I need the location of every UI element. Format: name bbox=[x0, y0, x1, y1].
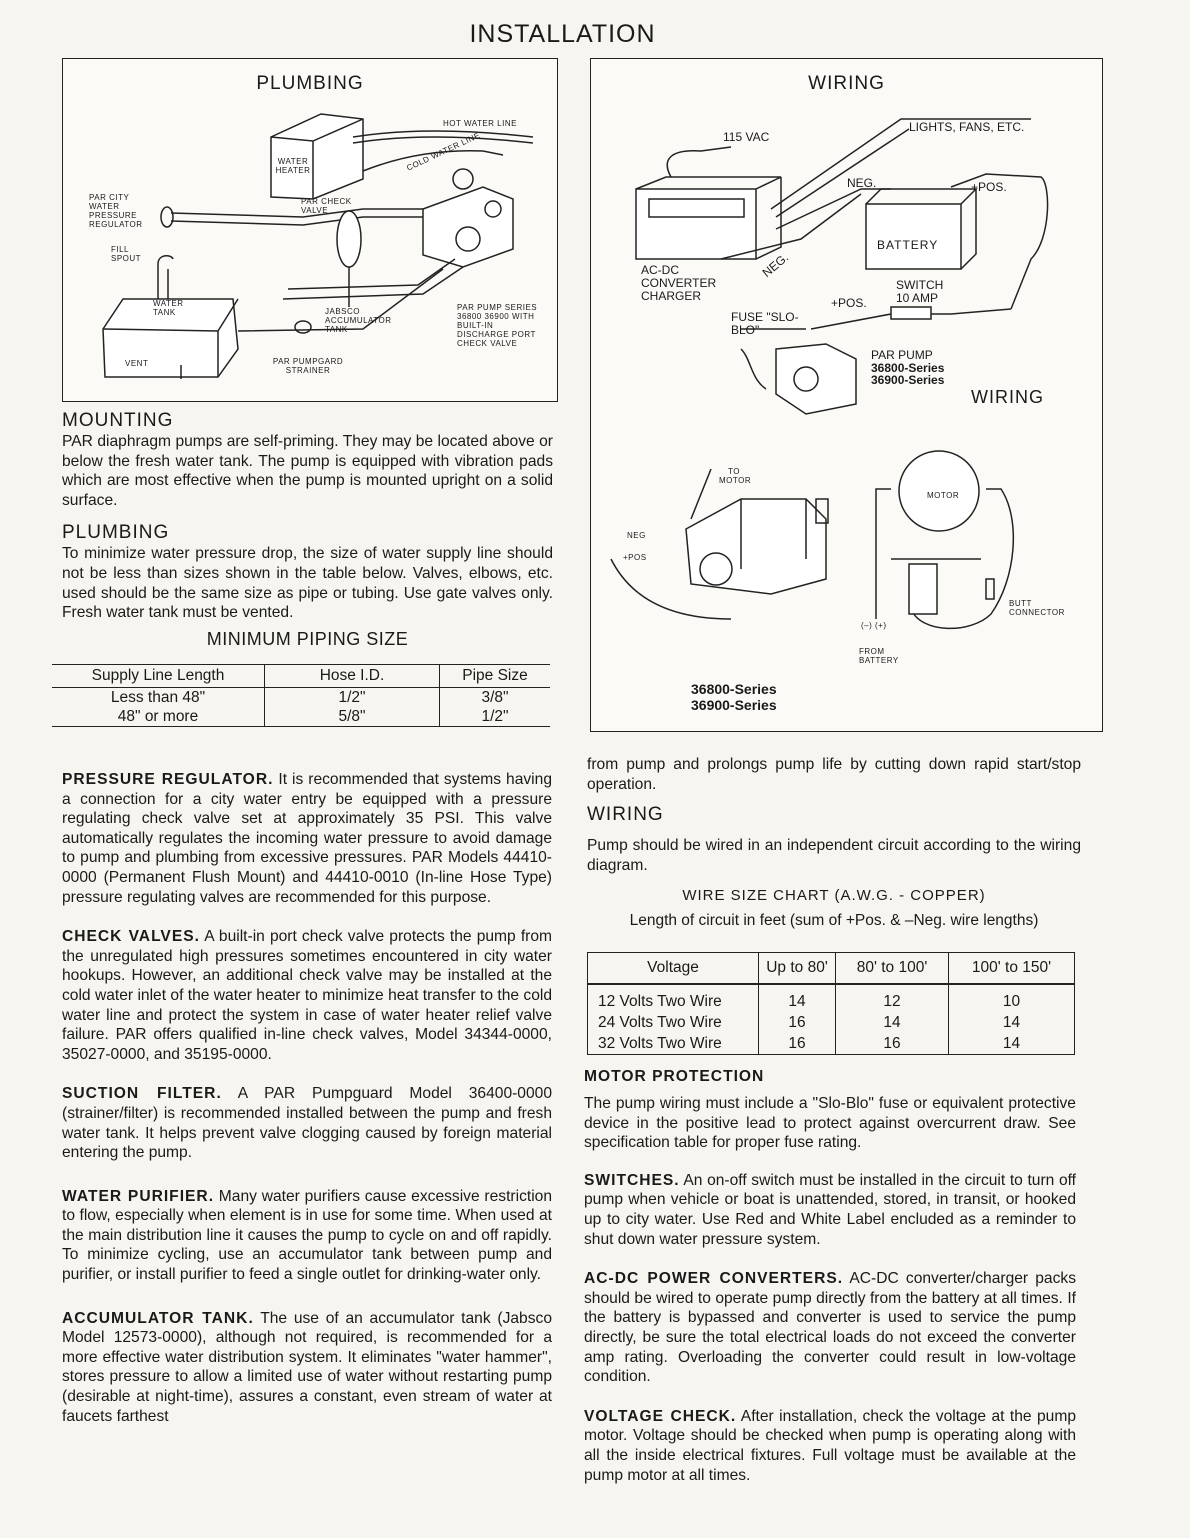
accumulator-shape bbox=[337, 211, 361, 267]
series-caption-b: 36900-Series bbox=[691, 697, 777, 713]
label-115-vac: 115 VAC bbox=[723, 130, 770, 144]
table-row bbox=[52, 688, 550, 708]
suction-filter-lead: SUCTION FILTER. bbox=[62, 1085, 222, 1103]
label-water-heater: WATER HEATER bbox=[275, 157, 311, 175]
table-cell: 1/2" bbox=[440, 707, 551, 727]
pressure-regulator-paragraph bbox=[62, 770, 552, 907]
switches-paragraph bbox=[584, 1171, 1076, 1249]
table-cell: 32 Volts Two Wire bbox=[588, 1033, 759, 1055]
label-switch: SWITCH 10 AMP bbox=[896, 278, 944, 305]
label-check-valve: PAR CHECK VALVE bbox=[301, 197, 352, 215]
accumulator-tank-text: The use of an accumulator tank (Jabsco Model 12573-0000), although not required, is recommended for a more effective water distribution system. It eliminates "water hammer", stores pressure to allow a limited use of water without restarting pump (desirable at night-time), assures a constant, even stream of water at faucets farthest bbox=[62, 1309, 552, 1425]
table-row bbox=[588, 1033, 1075, 1055]
plumbing-diagram bbox=[63, 59, 557, 401]
table-row bbox=[52, 707, 550, 727]
label-converter: AC-DC CONVERTER CHARGER bbox=[641, 263, 717, 303]
plumbing-panel-title: PLUMBING bbox=[256, 73, 364, 94]
accumulator-continuation: from pump and prolongs pump life by cutting down rapid start/stop operation. bbox=[587, 756, 1081, 793]
accumulator-tank-lead: ACCUMULATOR TANK. bbox=[62, 1309, 254, 1327]
label-pos-mid: +POS. bbox=[831, 296, 867, 310]
suction-filter-paragraph bbox=[62, 1084, 552, 1162]
wire-chart-title: WIRE SIZE CHART (A.W.G. - COPPER) bbox=[682, 887, 986, 905]
table-cell: 1/2" bbox=[265, 688, 440, 708]
battery-shape bbox=[866, 204, 961, 269]
table-cell: 12 bbox=[836, 984, 949, 1012]
label-fill-spout: FILL SPOUT bbox=[111, 245, 142, 263]
table-cell: 14 bbox=[949, 1012, 1075, 1033]
table-cell: 14 bbox=[836, 1012, 949, 1033]
label-accumulator: JABSCO ACCUMULATOR TANK bbox=[325, 307, 392, 334]
par-pump-shape bbox=[776, 344, 856, 414]
wiring-text: Pump should be wired in an independent circuit according to the wiring diagram. bbox=[587, 837, 1081, 874]
label-pm: (–) (+) bbox=[861, 621, 887, 630]
table-cell: 48" or more bbox=[117, 707, 199, 725]
voltage-check-lead: VOLTAGE CHECK. bbox=[584, 1407, 737, 1425]
label-butt-connector: BUTT CONNECTOR bbox=[1009, 599, 1065, 617]
switches-text: An on-off switch must be installed in the circuit to turn off pump when vehicle or boat is unattended, stored, in transit, or hooked up to city water. Use Red and White Label encluded as a reminder to shut down water pressure system. bbox=[584, 1171, 1076, 1248]
wire-chart-subtitle: Length of circuit in feet (sum of +Pos. & –Neg. wire lengths) bbox=[629, 912, 1039, 930]
piping-table-title: MINIMUM PIPING SIZE bbox=[206, 628, 409, 649]
pressure-regulator-text: It is recommended that systems having a connection for a city water entry be equipped with a pressure regulating check valve set at approximately 35 PSI. This valve automatically regulates the incoming water pressure to avoid damage to pump and plumbing from excessive pressures. PAR Models 44410-0000 (Permanent Flush Mount) and 44410-0010 (In-line Hose Type) pressure regulating valves are recommended for this purpose. bbox=[62, 771, 552, 906]
label-water-tank: WATER TANK bbox=[153, 299, 184, 317]
strainer-shape bbox=[295, 321, 311, 333]
wire-header-row bbox=[588, 953, 1075, 985]
wiring-panel-subtitle: WIRING bbox=[971, 387, 1044, 407]
ac-dc-converters-paragraph bbox=[584, 1269, 1076, 1387]
piping-header-pipe: Pipe Size bbox=[440, 665, 551, 688]
label-regulator: PAR CITY WATER PRESSURE REGULATOR bbox=[89, 193, 143, 229]
right-column bbox=[587, 755, 1081, 930]
wire-header-100: 80' to 100' bbox=[836, 953, 949, 985]
hot-water-line bbox=[353, 131, 533, 137]
check-valves-lead: CHECK VALVES. bbox=[62, 928, 200, 946]
mounting-heading: MOUNTING bbox=[62, 410, 174, 431]
table-cell: 16 bbox=[836, 1033, 949, 1055]
wire-size-chart bbox=[587, 952, 1075, 1055]
label-pos-small: +POS bbox=[623, 553, 647, 562]
water-purifier-paragraph bbox=[62, 1187, 552, 1285]
voltage-check-paragraph bbox=[584, 1407, 1076, 1485]
label-cold-water-line: COLD WATER LINE bbox=[405, 130, 482, 173]
label-from-battery: FROM BATTERY bbox=[859, 647, 899, 665]
switch-shape bbox=[891, 307, 931, 319]
label-battery: BATTERY bbox=[877, 238, 939, 252]
label-pos-top: +POS. bbox=[971, 180, 1007, 194]
table-cell: 12 Volts Two Wire bbox=[588, 984, 759, 1012]
table-cell: 14 bbox=[949, 1033, 1075, 1055]
pump-detail-shape bbox=[686, 499, 826, 594]
wire-header-80: Up to 80' bbox=[759, 953, 836, 985]
label-fuse: FUSE "SLO-BLO" bbox=[731, 310, 799, 337]
label-to-motor: TO MOTOR bbox=[719, 467, 752, 485]
switches-lead: SWITCHES. bbox=[584, 1171, 680, 1189]
motor-protection-text: The pump wiring must include a "Slo-Blo" fuse or equivalent protective device in the positive lead to protect against overcurrent draw. See specification table for proper fuse rating. bbox=[584, 1095, 1076, 1152]
suction-filter-text: A PAR Pumpguard Model 36400-0000 (strainer/filter) is recommended installed between the pump and fresh water tank. It helps prevent valve clogging caused by foreign material entering the pump. bbox=[62, 1085, 552, 1162]
table-cell: 3/8" bbox=[440, 688, 551, 708]
plumbing-text: To minimize water pressure drop, the size of water supply line should not be less than sizes shown in the table below. Valves, elbows, etc. used should be the same size as pipe or tubing. Use gate valves only. Fresh water tank must be vented. bbox=[62, 545, 553, 622]
table-cell: 14 bbox=[759, 984, 836, 1012]
pressure-regulator-lead: PRESSURE REGULATOR. bbox=[62, 771, 274, 788]
table-row bbox=[588, 1012, 1075, 1033]
ac-dc-converters-lead: AC-DC POWER CONVERTERS. bbox=[584, 1270, 844, 1288]
table-cell: 24 Volts Two Wire bbox=[588, 1012, 759, 1033]
check-valves-paragraph bbox=[62, 927, 552, 1064]
wiring-heading: WIRING bbox=[587, 804, 664, 826]
mounting-text: PAR diaphragm pumps are self-priming. They may be located above or below the fresh water tank. The pump is equipped with vibration pads which are most effective when the pump is mounted upright on a solid surface. bbox=[62, 433, 553, 509]
label-vent: VENT bbox=[125, 359, 149, 368]
wire-header-voltage: Voltage bbox=[588, 953, 759, 985]
table-row bbox=[588, 984, 1075, 1012]
right-lower-sections bbox=[584, 1068, 1076, 1485]
label-hot-water-line: HOT WATER LINE bbox=[443, 119, 517, 128]
label-neg-small: NEG bbox=[627, 531, 646, 540]
table-cell: 16 bbox=[759, 1033, 836, 1055]
check-valves-text: A built-in port check valve protects the pump from the unregulated high pressures sometimes encountered in city water hookups. However, an additional check valve may be installed at the cold water inlet of the water heater to minimize heat transfer to the cold water line and protect the system in case of water heater relief valve failure. PAR offers qualified in-line check valves, Model 34344-0000, 35027-0000, and 35195-0000. bbox=[62, 928, 553, 1063]
piping-header-row bbox=[52, 665, 550, 688]
motor-protection-heading: MOTOR PROTECTION bbox=[584, 1068, 765, 1085]
water-purifier-lead: WATER PURIFIER. bbox=[62, 1187, 215, 1205]
table-cell: 16 bbox=[759, 1012, 836, 1033]
label-lights: LIGHTS, FANS, ETC. bbox=[909, 120, 1025, 134]
table-cell: Less than 48" bbox=[110, 688, 206, 706]
left-sections bbox=[62, 770, 552, 1426]
label-series-b: 36900-Series bbox=[871, 373, 945, 387]
butt-connector-shape bbox=[986, 579, 994, 599]
plumbing-diagram-panel bbox=[62, 58, 558, 402]
minimum-piping-table bbox=[52, 664, 550, 727]
label-neg-diag: NEG. bbox=[759, 250, 792, 280]
piping-header-hose: Hose I.D. bbox=[265, 665, 440, 688]
table-cell: 5/8" bbox=[265, 707, 440, 727]
label-strainer: PAR PUMPGARD STRAINER bbox=[272, 357, 344, 375]
accumulator-tank-paragraph bbox=[62, 1309, 552, 1427]
ac-dc-converters-text: AC-DC converter/charger packs should be wired to operate pump directly from the battery at all times. If the battery is bypassed and converter is used to service the pump directly, be sure the total electrical loads do not exceed the converter amp rating. Overloading the converter could result in low-voltage condition. bbox=[584, 1270, 1076, 1386]
voltage-check-text: After installation, check the voltage at the pump motor. Voltage should be checked when pump is operating along with all the inside electrical fixtures. Full voltage must be available at the pump motor at all times. bbox=[584, 1407, 1076, 1484]
page-title: INSTALLATION bbox=[469, 20, 656, 48]
label-motor: MOTOR bbox=[927, 491, 960, 500]
water-purifier-text: Many water purifiers cause excessive restriction to flow, especially when element is in use for some time. When used at the main distribution line it causes the pump to cycle on and off rapidly. To minimize cycling, use an accumulator tank between pump and purifier, or install purifier to feed a single outlet for drinking-water only. bbox=[62, 1187, 553, 1284]
plumbing-heading: PLUMBING bbox=[62, 522, 170, 544]
left-column bbox=[62, 410, 553, 650]
wiring-panel-title: WIRING bbox=[808, 73, 885, 94]
label-neg-top: NEG. bbox=[847, 176, 877, 190]
wire-header-150: 100' to 150' bbox=[949, 953, 1075, 985]
piping-header-length: Supply Line Length bbox=[52, 665, 265, 688]
series-caption-a: 36800-Series bbox=[691, 681, 777, 697]
table-cell: 10 bbox=[949, 984, 1075, 1012]
label-par-pump: PAR PUMP bbox=[871, 348, 933, 362]
label-series-a: 36800-Series bbox=[871, 361, 945, 375]
wiring-diagram-panel bbox=[590, 58, 1103, 732]
capacitor-shape bbox=[909, 564, 937, 614]
check-valve-shape bbox=[453, 169, 473, 189]
label-pump: PAR PUMP SERIES 36800 36900 WITH BUILT-IN DISCHARGE PORT CHECK VALVE bbox=[457, 303, 538, 348]
